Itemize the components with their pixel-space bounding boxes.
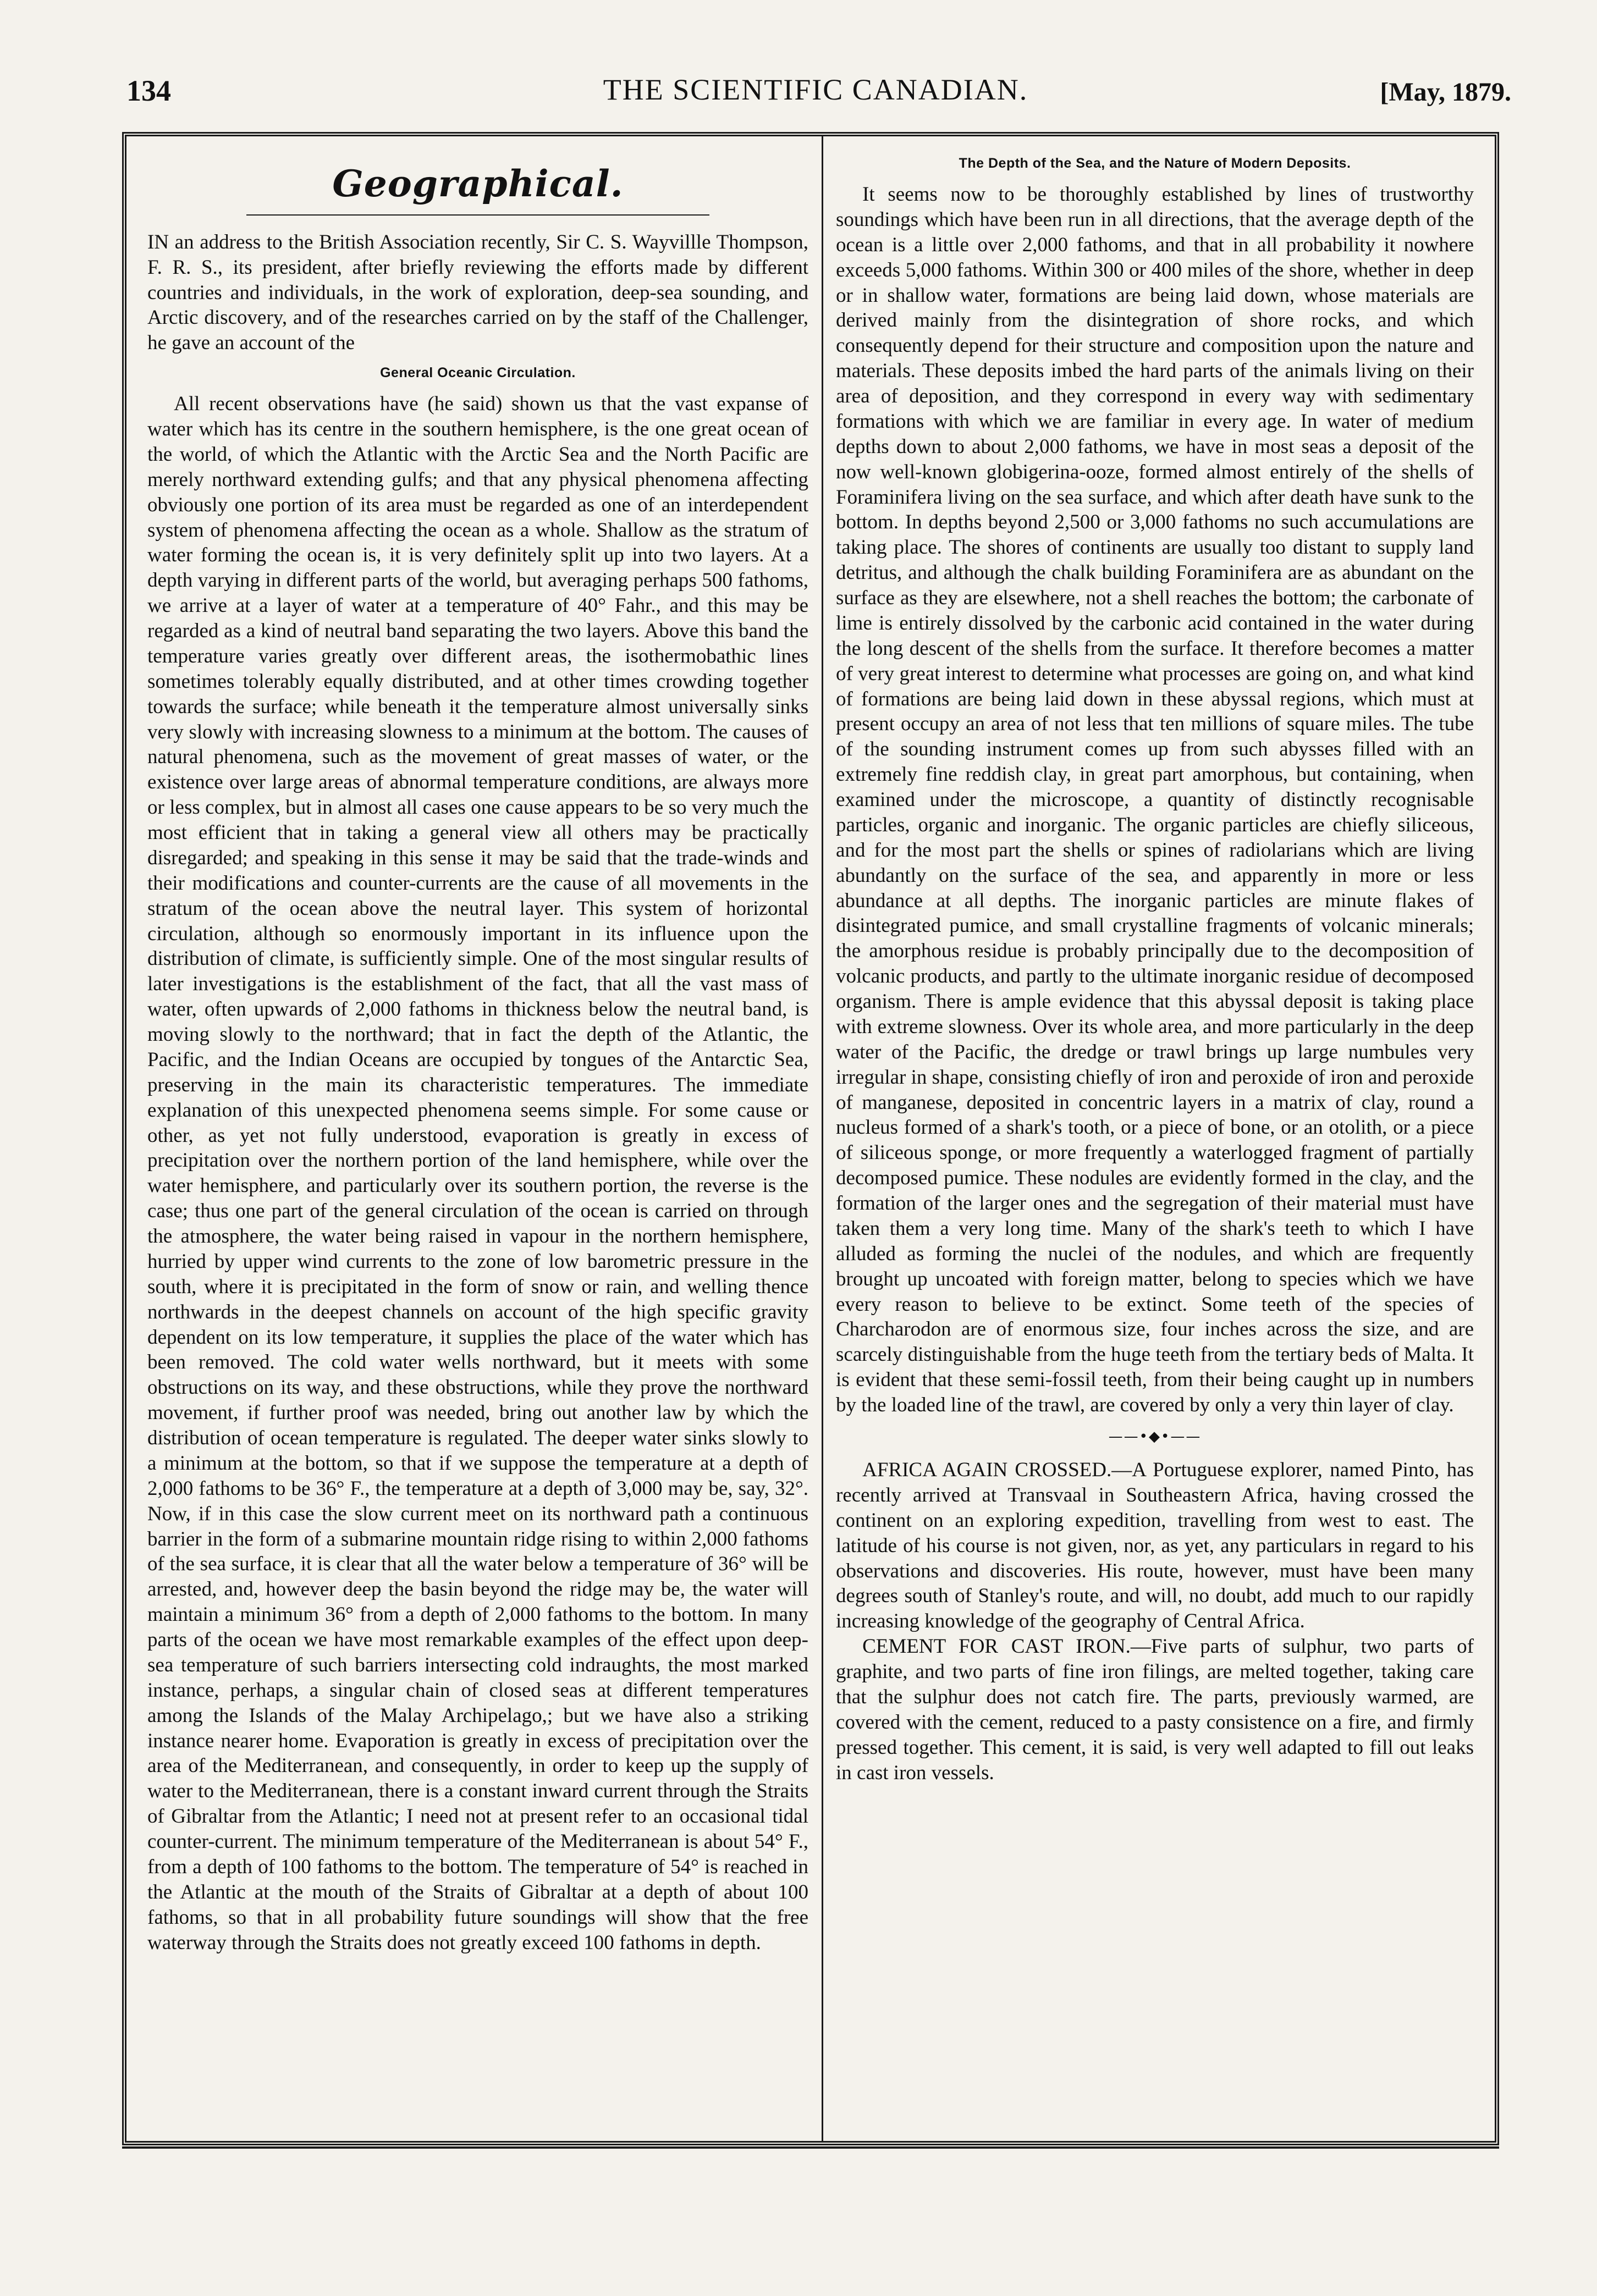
column-divider [822, 135, 823, 2141]
masthead [120, 70, 1511, 109]
circulation-paragraph: All recent observations have (he said) shown us that the vast expanse of water which has its centre in the southern hemisphere, is the one great ocean of the world, of which the Atlantic with the Arctic Sea and the North Pacific are merely northward extending gulfs; and that any physical phenomena affecting obviously one portion of its area must be regarded as one of an interdependent system of phenomena affecting the ocean as a whole. Shallow as the stratum of water forming the ocean is, it is very definitely split up into two layers. At a depth varying in different parts of the world, but averaging perhaps 500 fathoms, we arrive at a layer of water at a temperature of 40° Fahr., and this may be regarded as a kind of neutral band separating the two layers. Above this band the temperature varies greatly over different areas, the isothermobathic lines sometimes tolerably equally distributed, and at other times crowding together towards the surface; while beneath it the temperature almost universally sinks very slowly with increasing slowness to a minimum at the bottom. The causes of natural phenomena, such as the movement of great masses of water, or the existence over large areas of abnormal temperature conditions, are always more or less complex, but in almost all cases one cause appears to be so very much the most efficient that in taking a general view all others may be practically disregarded; and speaking in this sense it may be said that the trade-winds and their modifications and counter-currents are the cause of all movements in the stratum of the ocean above the neutral layer. This system of horizontal circulation, although so enormously important in its influence upon the distribution of climate, is sufficiently simple. One of the most singular results of later investigations is the establishment of the fact, that all the vast mass of water, often upwards of 2,000 fathoms in thickness below the neutral band, is moving slowly to the northward; that in fact the depth of the Atlantic, the Pacific, and the Indian Oceans are occupied by tongues of the Antarctic Sea, preserving in the main its characteristic temperatures. The immediate explanation of this unexpected phenomena seems simple. For some cause or other, as yet not fully understood, evaporation is greatly in excess of precipitation over the northern portion of the land hemisphere, while over the water hemisphere, and particularly over its southern portion, the reverse is the case; thus one part of the general circulation of the ocean is carried on through the atmosphere, the water being raised in vapour in the northern hemisphere, hurried by upper wind currents to the zone of low barometric pressure in the south, where it is precipitated in the form of snow or rain, and welling thence northwards in the deepest channels on account of the high specific gravity dependent on its low temperature, it supplies the place of the water which has been removed. The cold water wells northward, but it meets with some obstructions on its way, and these obstructions, while they prove the northward movement, if further proof was needed, bring out another law by which the distribution of ocean temperature is regulated. The deeper water sinks slowly to a minimum at the bottom, so that if we suppose the temperature at a depth of 2,000 fathoms to be 36° F., the temperature at a depth of 3,000 may be, say, 32°. Now, if in this case the slow current meet on its northward path a continuous barrier in the form of a submarine mountain ridge rising to within 2,000 fathoms of the sea surface, it is clear that all the water below a temperature of 36° will be arrested, and, however deep the basin beyond the ridge may be, the water will maintain a minimum 36° from a depth of 2,000 fathoms to the bottom. In many parts of the ocean we have most remarkable examples of the effect upon deep-sea temperature of such barriers intersecting cold indraughts, the most marked instance, perhaps, a singular chain of closed seas at different temperatures among the Islands of the Malay Archipelago,; but we have also a striking instance nearer home. Evaporation is greatly in excess of precipitation over the area of the Mediterranean, and consequently, in order to keep up the supply of water to the Mediterranean, there is a constant inward current through the Straits of Gibraltar from the Atlantic; I need not at present refer to an occasional tidal counter-current. The minimum temperature of the Mediterranean is about 54° F., from a depth of 100 fathoms to the bottom. The temperature of 54° is reached in the Atlantic at the mouth of the Straits of Gibraltar at a depth of about 100 fathoms, so that in all probability future soundings will show that the free waterway through the Straits does not greatly exceed 100 fathoms in depth. [147, 393, 808, 1954]
subheading-circulation: General Oceanic Circulation. [380, 365, 576, 381]
left-column [147, 146, 808, 2130]
brief-africa-title: AFRICA AGAIN CROSSED. [862, 1459, 1112, 1482]
page-number: 134 [126, 74, 171, 107]
publication-title: THE SCIENTIFIC CANADIAN. [603, 73, 1028, 106]
heading-rule [246, 214, 709, 216]
intro-paragraph: IN an address to the British Association recently, Sir C. S. Wayvillle Thompson, F. R. S., its president, after briefly reviewing the efforts made by different countries and individuals, in the work of exploration, deep-sea sounding, and Arctic discovery, and of the researches carried on by the staff of the Challenger, he gave an account of the [147, 230, 808, 355]
brief-cement-text: —Five parts of sulphur, two parts of graphite, and two parts of fine iron filings, are melted together, taking care that the sulphur does not catch fire. The parts, previously warmed, are covered with the cement, reduced to a pasty consistence on a fire, and firmly pressed together. This cement, it is said, is very well adapted to fill out leaks in cast iron vessels. [836, 1635, 1474, 1784]
right-column [836, 146, 1474, 2130]
bottom-rule [122, 2146, 1499, 2149]
ornament-divider: ——•◆•—— [1108, 1428, 1202, 1445]
brief-cement-title: CEMENT FOR CAST IRON. [862, 1635, 1131, 1658]
issue-date: [May, 1879. [1380, 78, 1511, 107]
subheading-deposits: The Depth of the Sea, and the Nature of Modern Deposits. [959, 156, 1351, 171]
brief-africa-text: —A Portuguese explorer, named Pinto, has recently arrived at Transvaal in Southeastern Africa, having crossed the continent on an exploring expedition, travelling from west to east. The latitude of his course is not given, nor, as yet, any particulars in regard to his observations and discoveries. His route, however, must have been many degrees south of Stanley's route, and will, no doubt, add much to our rapidly increasing knowledge of the geography of Central Africa. [836, 1459, 1474, 1633]
brief-africa [836, 1458, 1474, 1634]
brief-cement [836, 1634, 1474, 1785]
deposits-paragraph: It seems now to be thoroughly established by lines of trustworthy soundings which have been run in all directions, that the average depth of the ocean is a little over 2,000 fathoms, and that in all probability it nowhere exceeds 5,000 fathoms. Within 300 or 400 miles of the shore, whether in deep or in shallow water, formations are being laid down, whose materials are derived mainly from the disintegration of shore rocks, and which consequently depend for their structure and composition upon the nature and materials. These deposits imbed the hard parts of the animals living on their area of deposition, and they correspond in every way with sedimentary formations with which we are familiar in every age. In water of medium depths down to about 2,000 fathoms, we have in most seas a deposit of the now well-known globigerina-ooze, formed almost entirely of the shells of Foraminifera living on the sea surface, and which after death have sunk to the bottom. In depths beyond 2,500 or 3,000 fathoms no such accumulations are taking place. The shores of continents are usually too distant to supply land detritus, and although the chalk building Foraminifera are as abundant on the surface as they are elsewhere, not a shell reaches the bottom; the carbonate of lime is entirely dissolved by the carbonic acid contained in the water during the long descent of the shells from the surface. It therefore becomes a matter of very great interest to determine what processes are going on, and what kind of formations are being laid down in these abyssal regions, which must at present occupy an area of not less that ten millions of square miles. The tube of the sounding instrument comes up from such abysses filled with an extremely fine reddish clay, in great part amorphous, but containing, when examined under the microscope, a quantity of distinctly recognisable particles, organic and inorganic. The organic particles are chiefly siliceous, and for the most part the shells or spines of radiolarians which are living abundantly on the surface of the sea, and apparently in more or less abundance at all depths. The inorganic particles are minute flakes of disintegrated pumice, and small crystalline fragments of volcanic minerals; the amorphous residue is probably principally due to the decomposition of volcanic products, and partly to the ultimate inorganic residue of decomposed organism. There is ample evidence that this abyssal deposit is taking place with extreme slowness. Over its whole area, and more particularly in the deep water of the Pacific, the dredge or trawl brings up large numbules very irregular in shape, consisting chiefly of iron and peroxide of iron and peroxide of manganese, deposited in concentric layers in a matrix of clay, round a nucleus formed of a shark's tooth, or a piece of bone, or an otolith, or a piece of siliceous sponge, or more frequently a waterlogged fragment of partially decomposed pumice. These nodules are evidently formed in the clay, and the formation of the larger ones and the segregation of their material must have taken them a very long time. Many of the shark's teeth to which I have alluded as forming the nuclei of the nodules, and which are frequently brought up uncoated with foreign matter, belong to species which we have every reason to believe to be extinct. Some teeth of the species of Charcharodon are of enormous size, four inches across the size, and are scarcely distinguishable from the huge teeth from the tertiary beds of Malta. It is evident that these semi-fossil teeth, from their being caught up in numbers by the loaded line of the trawl, are covered by only a very thin layer of clay. [836, 183, 1474, 1416]
section-heading: Geographical. [332, 162, 624, 205]
